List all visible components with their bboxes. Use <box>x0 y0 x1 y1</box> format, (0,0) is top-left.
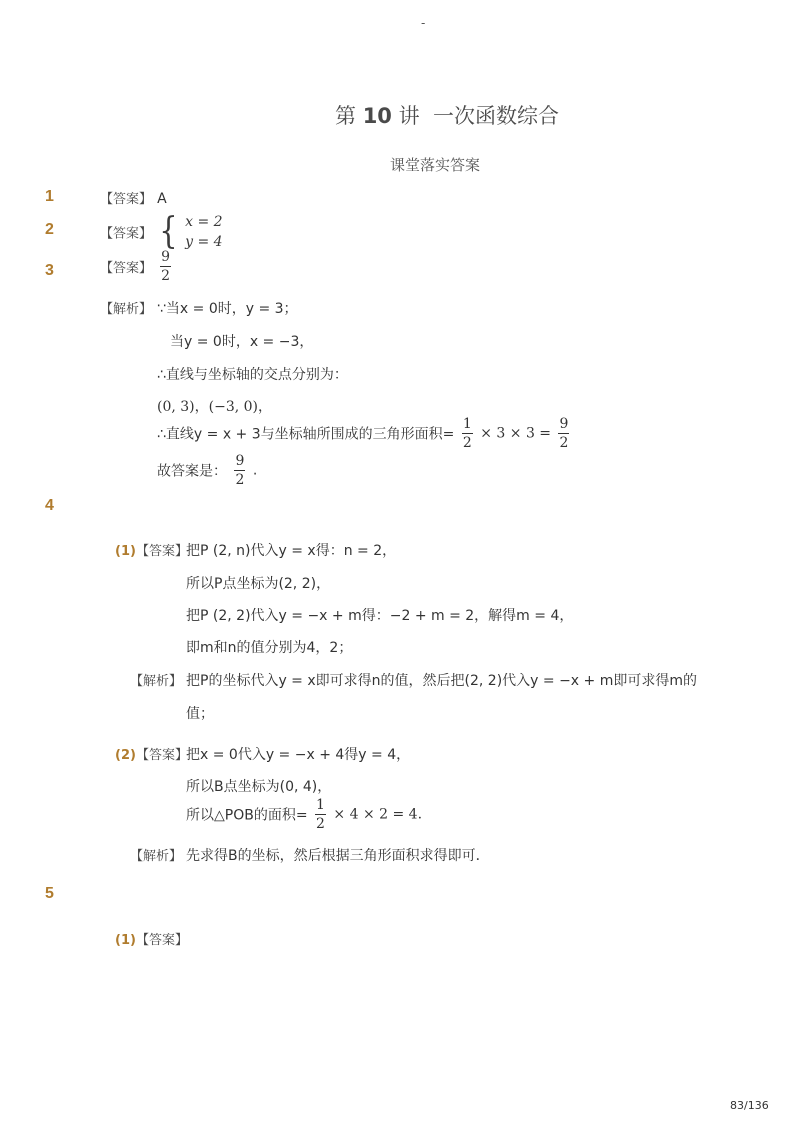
q3-analysis-line-2: 当y = 0时，x = −3， <box>170 334 314 350</box>
line-text: . <box>252 462 258 479</box>
q3-analysis-line-3: ∴直线与坐标轴的交点分别为： <box>157 367 348 383</box>
part-label: (1) <box>115 544 136 559</box>
fraction-denominator: 2 <box>559 435 569 451</box>
q5-part1-answer-label <box>115 929 188 948</box>
answer-tag: 【答案】 <box>100 192 153 207</box>
question-number-5: 5 <box>45 885 54 902</box>
q3-analysis-line-1: ∵当x = 0时，y = 3； <box>157 301 298 317</box>
q3-analysis-line-4: (0, 3)，(−3, 0)， <box>157 399 273 415</box>
q4-part2-line-1: 把x = 0代入y = −x + 4得y = 4， <box>186 747 411 763</box>
system-equation-2: y = 4 <box>185 234 223 250</box>
line-text: 故答案是： <box>157 463 227 480</box>
title-prefix: 第 <box>335 104 356 128</box>
q4-part2-line-3 <box>186 798 422 831</box>
fraction <box>558 417 569 450</box>
page-subtitle: 课堂落实答案 <box>390 156 481 174</box>
fraction <box>462 417 473 450</box>
q4-part1-line-1: 把P (2, n)代入y = x得：n = 2， <box>186 543 397 559</box>
analysis-tag: 【解析】 <box>130 674 183 689</box>
q3-answer-row <box>100 250 174 283</box>
part-label: (1) <box>115 933 136 948</box>
fraction-denominator: 2 <box>462 435 472 451</box>
answer-tag: 【答案】 <box>135 544 188 559</box>
question-number-4: 4 <box>45 497 54 514</box>
q3-answer-fraction <box>160 250 171 283</box>
question-number-1: 1 <box>45 188 54 205</box>
question-number-3: 3 <box>45 262 54 279</box>
system-equation-1: x = 2 <box>185 214 223 230</box>
page-title <box>335 100 559 130</box>
fraction-numerator: 9 <box>559 416 569 432</box>
q1-answer-row <box>100 188 167 207</box>
equation-system <box>185 212 222 252</box>
q4-part1-answer-label <box>115 540 188 559</box>
q3-analysis-line-6 <box>157 454 257 487</box>
title-suffix: 讲 一次函数综合 <box>398 104 559 128</box>
answer-tag: 【答案】 <box>100 226 153 242</box>
line-text: × 4 × 2 = 4. <box>333 806 423 823</box>
page-number: 83/136 <box>730 1099 769 1112</box>
header-mark: - <box>421 16 426 30</box>
q4-part1-line-3: 把P (2, 2)代入y = −x + m得：−2 + m = 2，解得m = 4， <box>186 608 574 624</box>
line-text: × 3 × 3 = <box>480 425 552 442</box>
system-brace: { <box>159 211 178 252</box>
fraction-numerator: 1 <box>462 416 472 432</box>
line-text: ∴直线y = x + 3与坐标轴所围成的三角形面积= <box>157 426 455 443</box>
question-number-2: 2 <box>45 221 54 238</box>
fraction-numerator: 1 <box>316 797 325 813</box>
part-label: (2) <box>115 748 136 763</box>
analysis-tag: 【解析】 <box>100 302 153 317</box>
fraction-denominator: 2 <box>316 816 325 832</box>
q4-part2-line-2: 所以B点坐标为(0, 4)， <box>186 779 332 795</box>
q3-analysis-line-5 <box>157 417 572 450</box>
analysis-tag: 【解析】 <box>130 849 183 864</box>
fraction-denominator: 2 <box>161 268 171 284</box>
q4-part2-answer-label <box>115 744 188 763</box>
q1-answer-value: A <box>157 191 167 207</box>
q4-part1-analysis-line-1: 把P的坐标代入y = x即可求得n的值，然后把(2, 2)代入y = −x + m即可求得m的 <box>186 673 697 689</box>
fraction-numerator: 9 <box>235 453 245 469</box>
fraction-numerator: 9 <box>161 249 171 265</box>
fraction-denominator: 2 <box>235 472 245 488</box>
answer-tag: 【答案】 <box>135 748 188 763</box>
q4-part2-analysis-line-1: 先求得B的坐标，然后根据三角形面积求得即可． <box>186 848 490 864</box>
line-text: 所以△POB的面积= <box>186 807 308 824</box>
fraction <box>234 454 245 487</box>
answer-tag: 【答案】 <box>135 933 188 948</box>
q4-part1-analysis-line-2: 值； <box>186 706 214 722</box>
q2-answer-row <box>100 212 223 252</box>
title-number: 10 <box>362 104 392 128</box>
answer-tag: 【答案】 <box>100 261 153 276</box>
q4-part1-line-2: 所以P点坐标为(2, 2)， <box>186 576 331 592</box>
fraction <box>315 798 326 831</box>
q4-part1-line-4: 即m和n的值分别为4，2； <box>186 640 353 656</box>
